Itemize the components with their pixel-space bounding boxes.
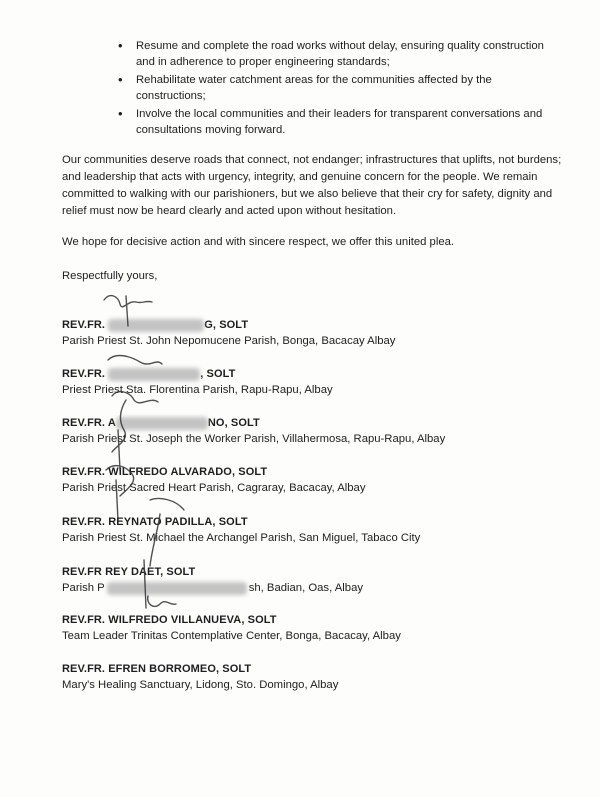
signatory-block (62, 613, 572, 644)
signatory-name: REV.FR. WILFREDO ALVARADO, SOLT (62, 466, 268, 478)
signatory-block (62, 662, 572, 693)
signatory-block (62, 515, 572, 546)
signatory-block (62, 565, 572, 596)
plea-paragraph: We hope for decisive action and with sincere respect, we offer this united plea. (62, 236, 455, 248)
signatory-name: REV.FR. G, SOLT (62, 319, 249, 331)
signatory-role: Mary's Healing Sanctuary, Lidong, Sto. Domingo, Albay (62, 679, 339, 691)
signatory-role: Parish Priest St. John Nepomucene Parish, Bonga, Bacacay Albay (62, 335, 396, 347)
body-paragraph: Our communities deserve roads that connect, not endanger; infrastructures that uplifts, not burdens; and leadership that acts with urgency, integrity, and genuine concern for the people. We remain committed to walking with our parishioners, but we also believe that their cry for safety, dignity and relief must now be heard clearly and acted upon without hesitation. (62, 154, 562, 217)
list-item: • Resume and complete the road works without delay, ensuring quality construction and in adherence to proper engineering standards; (118, 38, 558, 70)
signatory-name: REV.FR. A NO, SOLT (62, 417, 260, 429)
signatory-name: REV.FR. , SOLT (62, 368, 236, 380)
signatory-role: Parish Priest St. Joseph the Worker Parish, Villahermosa, Rapu-Rapu, Albay (62, 433, 446, 445)
redaction-blur (107, 582, 247, 595)
signatory-role: Parish Priest St. Michael the Archangel Parish, San Miguel, Tabaco City (62, 532, 421, 544)
demands-list (118, 38, 558, 140)
signatory-name: REV.FR. WILFREDO VILLANUEVA, SOLT (62, 614, 277, 626)
signatory-role: Parish P sh, Badian, Oas, Albay (62, 582, 363, 594)
redaction-blur (116, 417, 208, 430)
redaction-blur (108, 368, 200, 381)
signatory-name: REV.FR. EFREN BORROMEO, SOLT (62, 663, 252, 675)
signatory-block (62, 465, 572, 496)
signatory-role: Priest Priest Sta. Florentina Parish, Rapu-Rapu, Albay (62, 384, 333, 396)
signatory-role: Team Leader Trinitas Contemplative Center, Bonga, Bacacay, Albay (62, 630, 401, 642)
signatory-block (62, 318, 572, 349)
signatory-name: REV.FR REY DAET, SOLT (62, 566, 196, 578)
signatory-block (62, 367, 572, 398)
list-item: • Rehabilitate water catchment areas for the communities affected by the constructions; (118, 72, 558, 104)
list-item: • Involve the local communities and their leaders for transparent conversations and consultations moving forward. (118, 106, 558, 138)
signatory-role: Parish Priest Sacred Heart Parish, Cagraray, Bacacay, Albay (62, 482, 366, 494)
closing-line: Respectfully yours, (62, 270, 158, 282)
signatory-block (62, 416, 572, 447)
redaction-blur (108, 319, 204, 332)
signatory-name: REV.FR. REYNATO PADILLA, SOLT (62, 516, 248, 528)
